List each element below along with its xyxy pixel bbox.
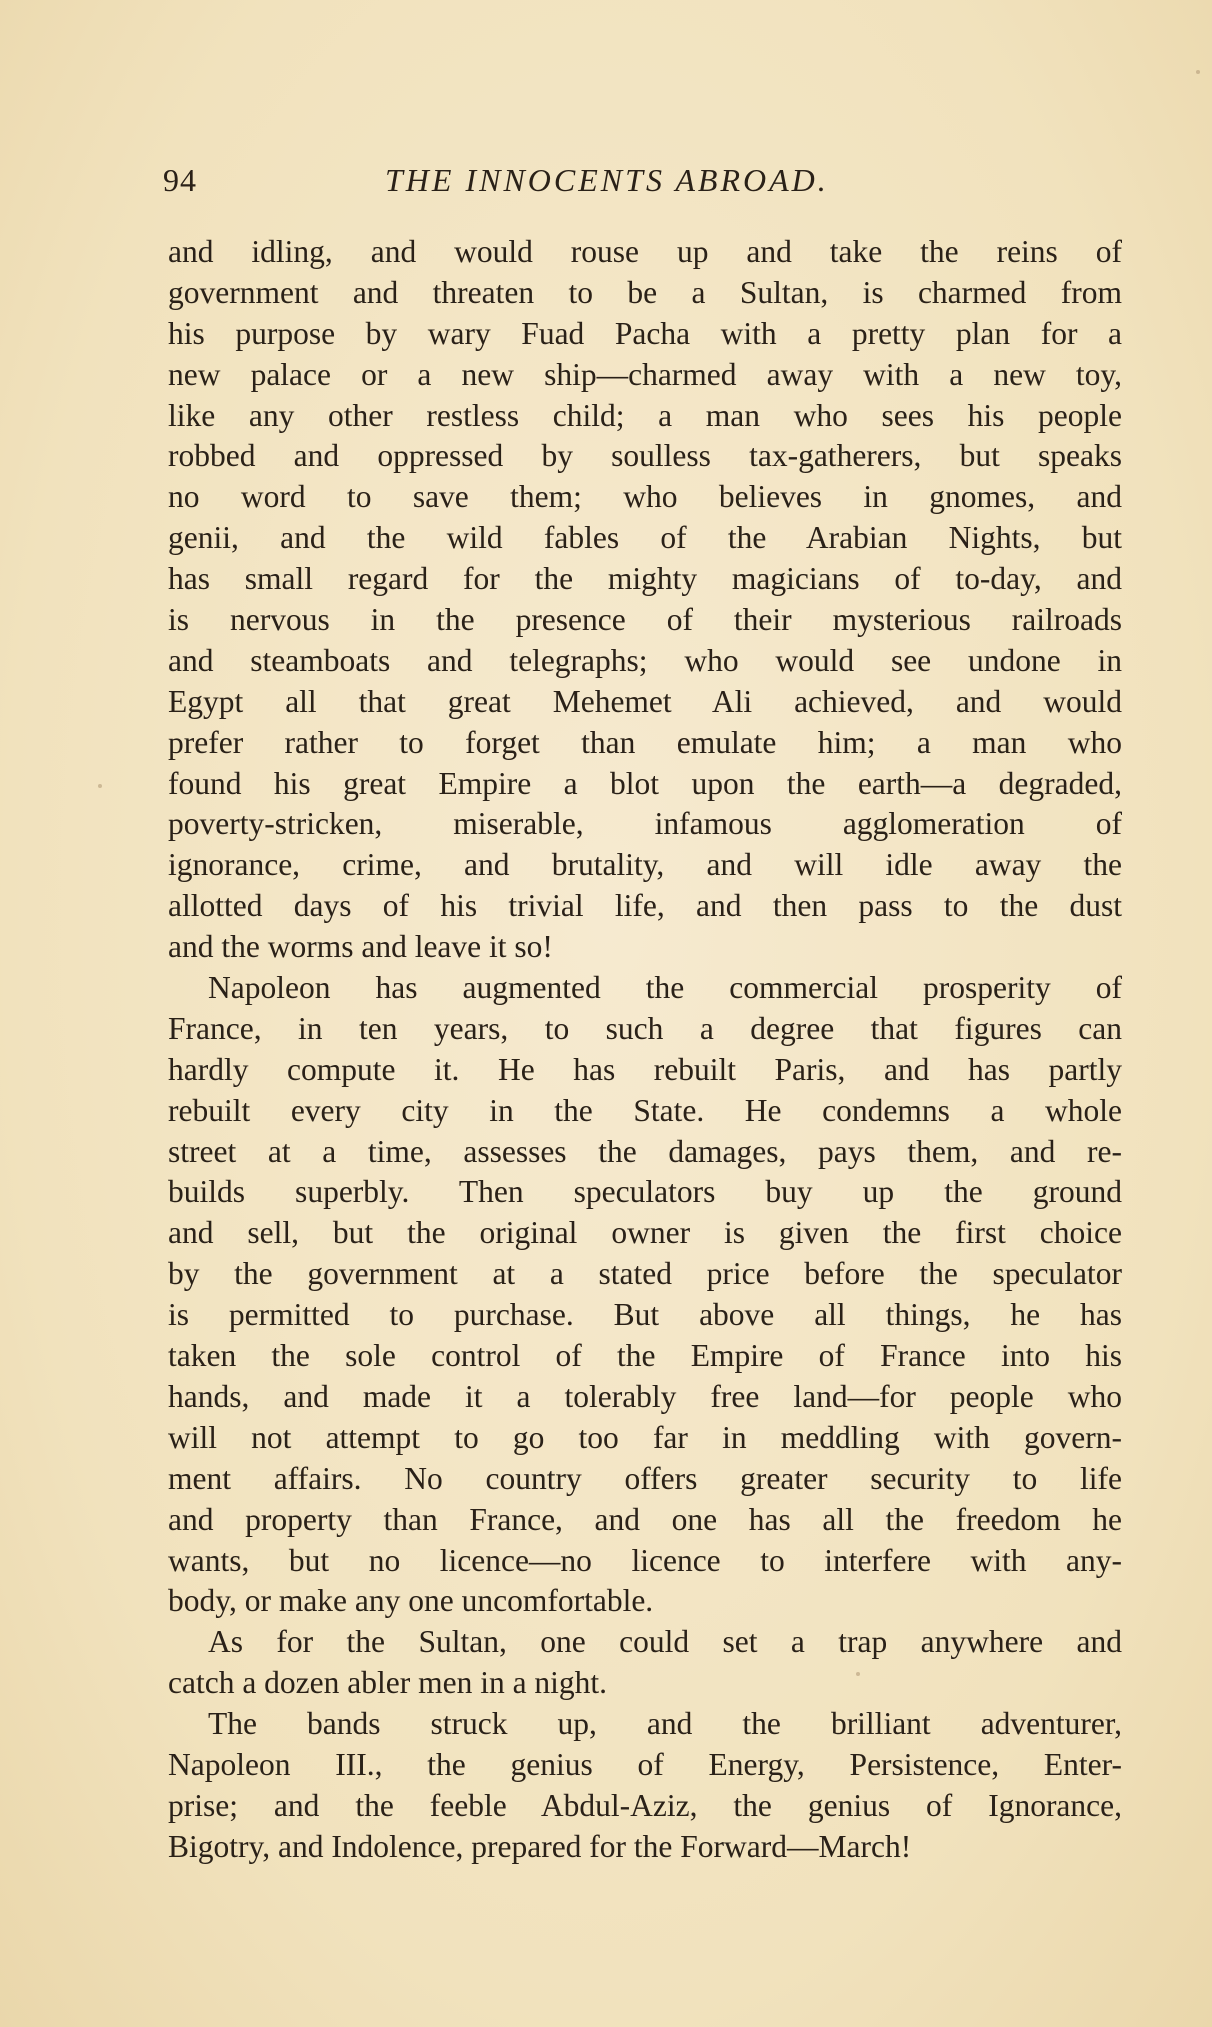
text-line: like any other restless child; a man who sees his people [168,397,1122,433]
text-line: hardly compute it. He has rebuilt Paris, and has partly [168,1051,1122,1087]
text-line: no word to save them; who believes in gnomes, and [168,479,1122,515]
text-line: new palace or a new ship—charmed away with a new toy, [168,356,1122,392]
text-line: allotted days of his trivial life, and then pass to the dust [168,888,1122,924]
text-line: As for the Sultan, one could set a trap anywhere and [208,1624,1122,1660]
text-line: is nervous in the presence of their mysterious railroads [168,602,1122,638]
paper-speck [856,1672,860,1676]
paper-speck [98,784,102,788]
text-line: government and threaten to be a Sultan, is charmed from [168,274,1122,310]
text-line: Egypt all that great Mehemet Ali achieved, and would [168,683,1122,719]
text-line: rebuilt every city in the State. He condemns a whole [168,1092,1122,1128]
text-line: ignorance, crime, and brutality, and will idle away the [168,847,1122,883]
text-line: by the government at a stated price before the speculator [168,1256,1122,1292]
text-line: street at a time, assesses the damages, pays them, and re- [168,1133,1122,1169]
text-line: prise; and the feeble Abdul-Aziz, the genius of Ignorance, [168,1787,1122,1823]
text-line: wants, but no licence—no licence to interfere with any- [168,1542,1122,1578]
text-line: Napoleon III., the genius of Energy, Persistence, Enter- [168,1746,1122,1782]
page-number: 94 [163,162,197,198]
running-head: THE INNOCENTS ABROAD. [385,162,829,198]
text-line: poverty-stricken, miserable, infamous agglomeration of [168,806,1122,842]
page-header [163,162,1123,202]
text-line: France, in ten years, to such a degree that figures can [168,1010,1122,1046]
text-line: ment affairs. No country offers greater security to life [168,1460,1122,1496]
body-text [168,232,1122,1868]
text-line: and idling, and would rouse up and take the reins of [168,234,1122,269]
text-line: and property than France, and one has all the freedom he [168,1501,1122,1537]
text-line: his purpose by wary Fuad Pacha with a pretty plan for a [168,315,1122,351]
text-line: Napoleon has augmented the commercial prosperity of [208,970,1122,1006]
text-line: has small regard for the mighty magicians of to-day, and [168,561,1122,597]
text-line: found his great Empire a blot upon the earth—a degraded, [168,765,1122,801]
text-line: genii, and the wild fables of the Arabian Nights, but [168,520,1122,556]
text-line: body, or make any one uncomfortable. [168,1583,654,1619]
text-line: taken the sole control of the Empire of France into his [168,1338,1122,1374]
text-line: prefer rather to forget than emulate him; a man who [168,724,1122,760]
paper-speck [1196,70,1200,74]
text-line: and sell, but the original owner is given the first choice [168,1215,1122,1251]
text-line: The bands struck up, and the brilliant adventurer, [208,1706,1122,1742]
text-line: Bigotry, and Indolence, prepared for the Forward—March! [168,1828,912,1864]
text-line: is permitted to purchase. But above all things, he has [168,1297,1122,1333]
text-line: will not attempt to go too far in meddling with govern- [168,1419,1122,1455]
text-line: builds superbly. Then speculators buy up the ground [168,1174,1122,1210]
text-line: and the worms and leave it so! [168,929,553,965]
text-line: catch a dozen abler men in a night. [168,1665,608,1701]
text-line: hands, and made it a tolerably free land—for people who [168,1378,1122,1414]
text-line: robbed and oppressed by soulless tax-gatherers, but speaks [168,438,1122,474]
text-line: and steamboats and telegraphs; who would see undone in [168,642,1122,678]
